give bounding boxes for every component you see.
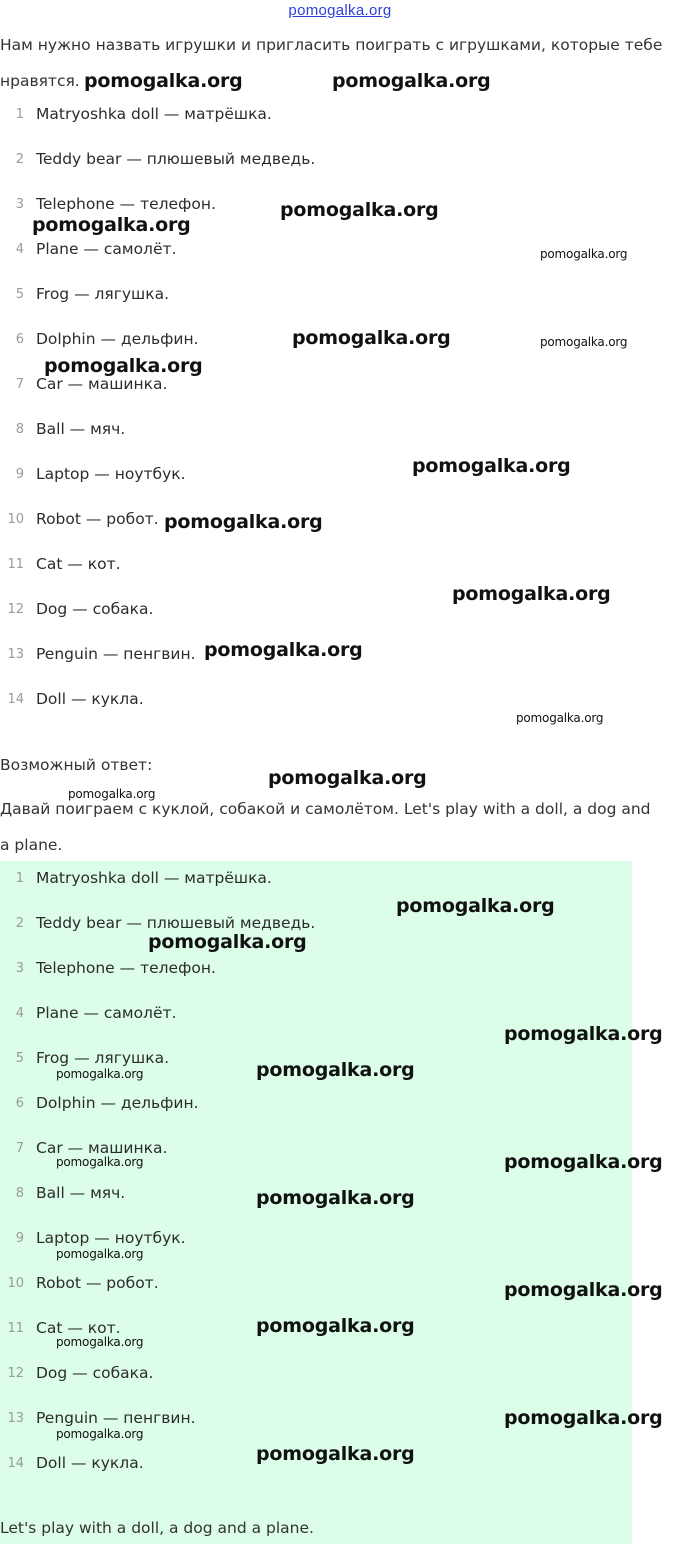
final-line: Let's play with a doll, a dog and a plane. <box>0 1519 314 1537</box>
list-item-number: 7 <box>15 377 24 392</box>
list-item-number: 12 <box>7 602 24 617</box>
watermark: pomogalka.org <box>44 355 203 377</box>
watermark: pomogalka.org <box>540 247 628 261</box>
answer-list-item-text: Cat — кот. <box>36 1319 121 1337</box>
list-item-text: Dog — собака. <box>36 600 154 618</box>
watermark: pomogalka.org <box>56 1335 144 1349</box>
watermark: pomogalka.org <box>540 335 628 349</box>
list-item-text: Telephone — телефон. <box>36 195 216 213</box>
answer-list-item-number: 7 <box>15 1141 24 1156</box>
list-item-text: Teddy bear — плюшевый медведь. <box>36 150 316 168</box>
list-item-number: 6 <box>15 332 24 347</box>
list-item-text: Ball — мяч. <box>36 420 126 438</box>
watermark: pomogalka.org <box>56 1067 144 1081</box>
list-item-text: Car — машинка. <box>36 375 168 393</box>
list-item-text: Matryoshka doll — матрёшка. <box>36 105 272 123</box>
watermark: pomogalka.org <box>516 711 604 725</box>
answer-list-item-number: 8 <box>15 1186 24 1201</box>
watermark: pomogalka.org <box>256 1187 415 1209</box>
list-item-text: Penguin — пенгвин. <box>36 645 196 663</box>
watermark: pomogalka.org <box>504 1279 663 1301</box>
list-item-number: 4 <box>15 242 24 257</box>
answer-list-item-text: Frog — лягушка. <box>36 1049 170 1067</box>
answer-list-item-text: Doll — кукла. <box>36 1454 144 1472</box>
list-item-number: 14 <box>7 692 24 707</box>
list-item-text: Frog — лягушка. <box>36 285 170 303</box>
watermark: pomogalka.org <box>452 583 611 605</box>
list-item-number: 13 <box>7 647 24 662</box>
watermark: pomogalka.org <box>396 895 555 917</box>
watermark: pomogalka.org <box>68 787 156 801</box>
watermark: pomogalka.org <box>56 1247 144 1261</box>
watermark: pomogalka.org <box>292 327 451 349</box>
list-item-number: 8 <box>15 422 24 437</box>
list-item-number: 10 <box>7 512 24 527</box>
watermark: pomogalka.org <box>32 214 191 236</box>
list-item-text: Robot — робот. <box>36 510 159 528</box>
header-site-link[interactable]: pomogalka.org <box>288 2 392 19</box>
watermark: pomogalka.org <box>256 1315 415 1337</box>
watermark: pomogalka.org <box>268 767 427 789</box>
watermark: pomogalka.org <box>148 931 307 953</box>
answer-list-item-number: 3 <box>15 961 24 976</box>
watermark: pomogalka.org <box>256 1443 415 1465</box>
watermark: pomogalka.org <box>280 199 439 221</box>
list-item-text: Laptop — ноутбук. <box>36 465 186 483</box>
answer-list-item-number: 9 <box>15 1231 24 1246</box>
watermark: pomogalka.org <box>412 455 571 477</box>
answer-line-1: Давай поиграем с куклой, собакой и самолётом. Let's play with a doll, a dog and <box>0 800 651 818</box>
answer-list-item-text: Telephone — телефон. <box>36 959 216 977</box>
answer-list-item-text: Car — машинка. <box>36 1139 168 1157</box>
intro-line-1: Нам нужно назвать игрушки и пригласить поиграть с игрушками, которые тебе <box>0 36 663 54</box>
answer-list-item-text: Laptop — ноутбук. <box>36 1229 186 1247</box>
answer-list-item-number: 1 <box>15 871 24 886</box>
answer-list-item-text: Plane — самолёт. <box>36 1004 177 1022</box>
watermark: pomogalka.org <box>56 1155 144 1169</box>
answer-list-item-number: 10 <box>7 1276 24 1291</box>
answer-list-item-text: Dog — собака. <box>36 1364 154 1382</box>
watermark: pomogalka.org <box>84 70 243 92</box>
answer-list-item-text: Robot — робот. <box>36 1274 159 1292</box>
answer-list-item-text: Ball — мяч. <box>36 1184 126 1202</box>
intro-line-2: нравятся. <box>0 72 80 90</box>
list-item-text: Doll — кукла. <box>36 690 144 708</box>
watermark: pomogalka.org <box>56 1427 144 1441</box>
list-item-text: Plane — самолёт. <box>36 240 177 258</box>
answer-list-item-number: 2 <box>15 916 24 931</box>
list-item-text: Cat — кот. <box>36 555 121 573</box>
list-item-number: 1 <box>15 107 24 122</box>
list-item-number: 3 <box>15 197 24 212</box>
answer-list-item-text: Teddy bear — плюшевый медведь. <box>36 914 316 932</box>
answer-list-item-number: 13 <box>7 1411 24 1426</box>
list-item-number: 11 <box>7 557 24 572</box>
answer-heading: Возможный ответ: <box>0 756 153 774</box>
answer-list-item-text: Penguin — пенгвин. <box>36 1409 196 1427</box>
answer-list-item-number: 5 <box>15 1051 24 1066</box>
watermark: pomogalka.org <box>164 511 323 533</box>
watermark: pomogalka.org <box>504 1023 663 1045</box>
watermark: pomogalka.org <box>256 1059 415 1081</box>
list-item-number: 5 <box>15 287 24 302</box>
watermark: pomogalka.org <box>204 639 363 661</box>
answer-list-item-number: 14 <box>7 1456 24 1471</box>
list-item-number: 2 <box>15 152 24 167</box>
watermark: pomogalka.org <box>504 1151 663 1173</box>
answer-line-2: a plane. <box>0 836 63 854</box>
answer-list-item-number: 6 <box>15 1096 24 1111</box>
watermark: pomogalka.org <box>332 70 491 92</box>
watermark: pomogalka.org <box>504 1407 663 1429</box>
answer-list-item-number: 12 <box>7 1366 24 1381</box>
answer-list-item-number: 4 <box>15 1006 24 1021</box>
answer-list-item-number: 11 <box>7 1321 24 1336</box>
answer-list-item-text: Dolphin — дельфин. <box>36 1094 199 1112</box>
list-item-number: 9 <box>15 467 24 482</box>
answer-list-item-text: Matryoshka doll — матрёшка. <box>36 869 272 887</box>
list-item-text: Dolphin — дельфин. <box>36 330 199 348</box>
